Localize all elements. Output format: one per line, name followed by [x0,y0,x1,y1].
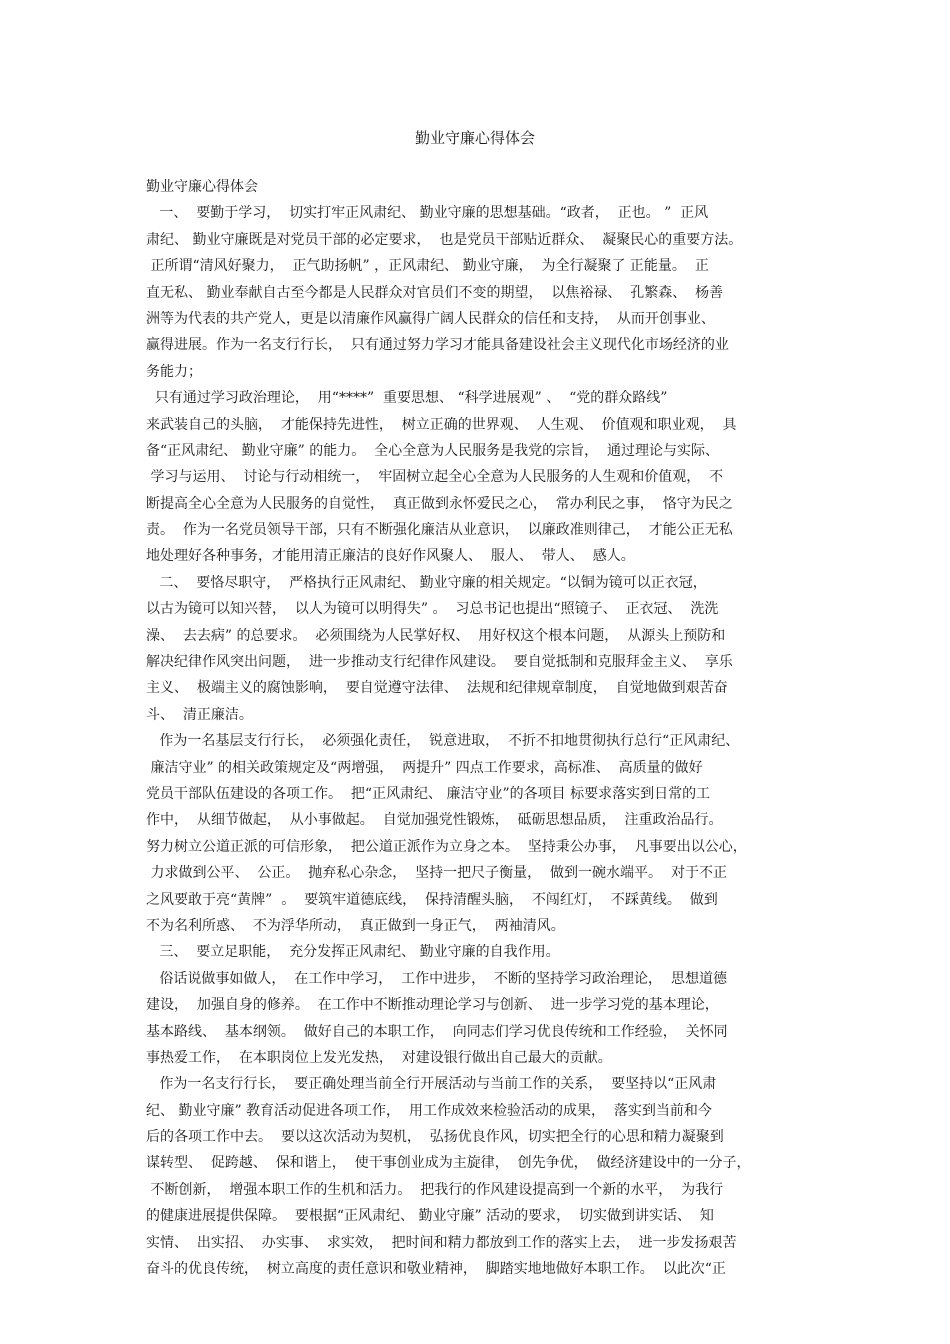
text-line: 事热爱工作， 在本职岗位上发光发热， 对建设银行做出自己最大的贡献。 [146,1049,612,1066]
text-line: 肃纪、 勤业守廉既是对党员干部的必定要求， 也是党员干部贴近群众、 凝聚民心的重要方法。 [146,231,743,248]
text-line: 作为一名基层支行行长， 必须强化责任， 锐意进取， 不折不扣地贯彻执行总行“正风肃纪、 [146,733,740,750]
text-line: 一、 要勤于学习， 切实打牢正风肃纪、 勤业守廉的思想基础。“政者， 正也。 ” 正风 [146,205,709,222]
text-line: 努力树立公道正派的可信形象， 把公道正派作为立身之本。 坚持秉公办事， 凡事要出以公心， [146,838,747,855]
text-line: 不为名利所惑、 不为浮华所动， 真正做到一身正气， 两袖清风。 [146,917,565,934]
text-line: 学习与运用、 讨论与行动相统一， 牢固树立起全心全意为人民服务的人生观和价值观， 不 [146,469,724,486]
text-line: 断提高全心全意为人民服务的自觉性， 真正做到永怀爱民之心， 常办利民之事， 恪守为民之 [146,495,733,512]
text-line: 主义、 极端主义的腐蚀影响， 要自觉遵守法律、 法规和纪律规章制度， 自觉地做到艰苦奋 [146,680,728,697]
text-line: 洲等为代表的共产党人，更是以清廉作风赢得广阔人民群众的信任和支持， 从而开创事业、 [146,310,715,327]
text-line: 地处理好各种事务，才能用清正廉洁的良好作风聚人、 服人、 带人、 感人。 [146,548,635,565]
text-line: 三、 要立足职能， 充分发挥正风肃纪、 勤业守廉的自我作用。 [146,944,560,961]
text-line: 实情、 出实招、 办实事、 求实效， 把时间和精力都放到工作的落实上去， 进一步发扬艰苦 [146,1234,737,1251]
text-line: 赢得进展。作为一名支行行长， 只有通过努力学习才能具备建设社会主义现代化市场经济的业 [146,337,729,354]
text-line: 奋斗的优良传统， 树立高度的责任意识和敬业精神， 脚踏实地地做好本职工作。 以此次“正 [146,1261,726,1278]
text-line: 备“正风肃纪、 勤业守廉” 的能力。 全心全意为人民服务是我党的宗旨， 通过理论与实际、 [146,442,720,459]
document-body [146,174,814,1282]
text-line: 之风要敢于亮“黄牌” 。 要筑牢道德底线， 保持清醒头脑， 不闯红灯， 不踩黄线。 做到 [146,891,718,908]
text-line: 的健康进展提供保障。 要根据“正风肃纪、 勤业守廉” 活动的要求， 切实做到讲实话、 知 [146,1208,714,1225]
text-line: 勤业守廉心得体会 [146,179,258,195]
text-line: 廉洁守业” 的相关政策规定及“两增强， 两提升” 四点工作要求，高标准、 高质量的做好 [146,759,703,776]
text-line: 不断创新， 增强本职工作的生机和活力。 把我行的作风建设提高到一个新的水平， 为我行 [146,1181,724,1198]
text-line: 基本路线、 基本纲领。 做好自己的本职工作， 向同志们学习优良传统和工作经验， 关怀同 [146,1023,728,1040]
text-line: 纪、 勤业守廉” 教育活动促进各项工作， 用工作成效来检验活动的成果， 落实到当前和今 [146,1102,712,1119]
text-line: 二、 要恪尽职守， 严格执行正风肃纪、 勤业守廉的相关规定。“以铜为镜可以正衣冠， [146,574,707,591]
text-line: 党员干部队伍建设的各项工作。 把“正风肃纪、 廉洁守业”的各项目 标要求落实到日常的工 [146,785,711,802]
text-line: 斗、 清正廉洁。 [146,706,253,723]
text-line: 责。 作为一名党员领导干部，只有不断强化廉洁从业意识， 以廉政准则律己， 才能公正无私 [146,522,733,539]
text-line: 后的各项工作中去。 要以这次活动为契机， 弘扬优良作风，切实把全行的心思和精力凝聚到 [146,1129,724,1146]
text-line: 来武装自己的头脑， 才能保持先进性， 树立正确的世界观、 人生观、 价值观和职业观， 具 [146,416,737,433]
text-line: 谋转型、 促跨越、 保和谐上， 使干事创业成为主旋律， 创先争优， 做经济建设中的一分子， [146,1155,751,1172]
text-line: 作中， 从细节做起， 从小事做起。 自觉加强党性锻炼， 砥砺思想品质， 注重政治品行。 [146,812,723,829]
text-line: 正所谓“清风好聚力， 正气助扬帆” ，正风肃纪、 勤业守廉， 为全行凝聚了 正能量。 正 [146,258,709,275]
text-line: 务能力； [146,363,202,380]
text-line: 澡、 去去病” 的总要求。 必须围绕为人民掌好权、 用好权这个根本问题， 从源头上预防和 [146,627,726,644]
text-line: 解决纪律作风突出问题， 进一步推动支行纪律作风建设。 要自觉抵制和克服拜金主义、 享乐 [146,654,733,671]
text-line: 以古为镜可以知兴替， 以人为镜可以明得失” 。 习总书记也提出“照镜子、 正衣冠、 洗洗 [146,601,719,618]
text-line: 力求做到公平、 公正。 抛弃私心杂念， 坚持一把尺子衡量， 做到一碗水端平。 对于不正 [146,865,727,882]
text-line: 直无私、 勤业奉献自古至今都是人民群众对官员们不变的期望， 以焦裕禄、 孔繁森、 杨善 [146,284,724,301]
text-line: 俗话说做事如做人， 在工作中学习， 工作中进步， 不断的坚持学习政治理论， 思想道德 [146,970,727,987]
text-line: 建设， 加强自身的修养。 在工作中不断推动理论学习与创新、 进一步学习党的基本理论， [146,997,719,1014]
document-title: 勤业守廉心得体会 [414,129,535,147]
text-line: 只有通过学习政治理论， 用“****” 重要思想、 “科学进展观” 、 “党的群众路线” [146,390,668,407]
text-line: 作为一名支行行长， 要正确处理当前全行开展活动与当前工作的关系， 要坚持以“正风肃 [146,1076,717,1093]
